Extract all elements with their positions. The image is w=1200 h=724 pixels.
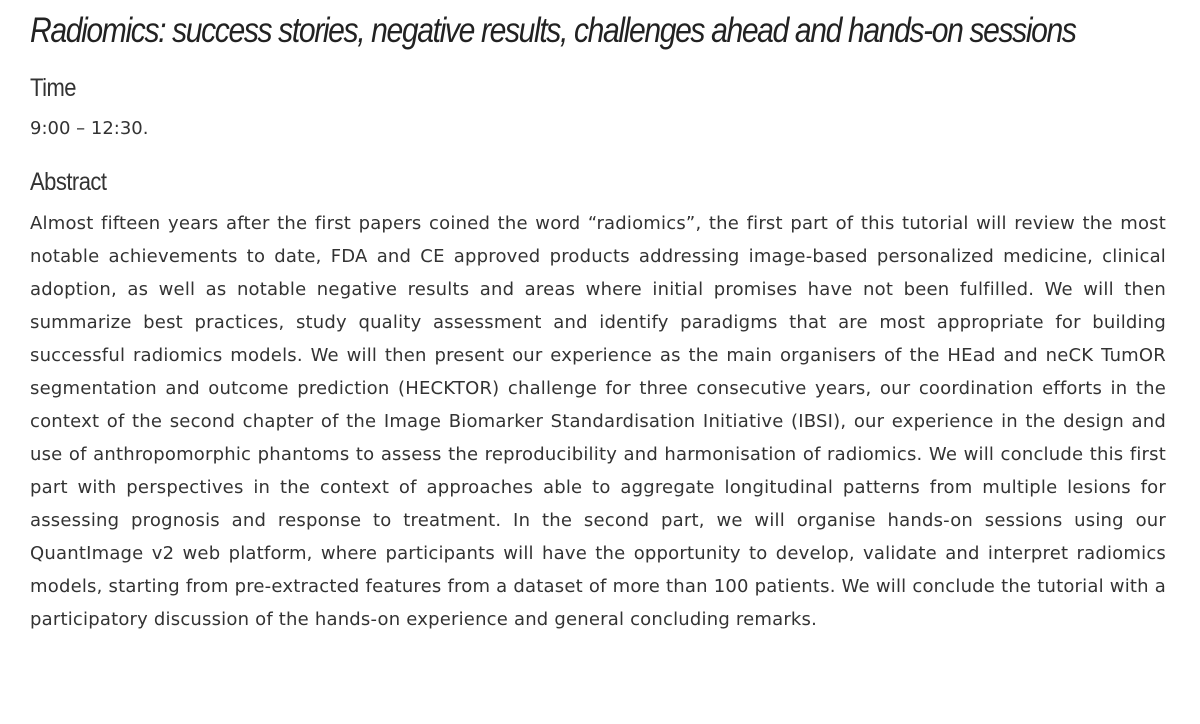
- abstract-heading: Abstract: [30, 168, 107, 196]
- time-value: 9:00 – 12:30.: [30, 118, 149, 139]
- session-content: [30, 0, 1166, 636]
- session-title: Radiomics: success stories, negative results, challenges ahead and hands-on sessions: [30, 11, 1076, 50]
- time-heading: Time: [30, 74, 76, 102]
- abstract-text: Almost fifteen years after the first papers coined the word “radiomics”, the first part of this tutorial will review the most notable achievements to date, FDA and CE approved products addressing image-based personalized medicine, clinical adoption, as well as notable negative results and areas where initial promises have not been fulfilled. We will then summarize best practices, study quality assessment and identify paradigms that are most appropriate for building successful radiomics models. We will then present our experience as the main organisers of the HEad and neCK TumOR segmentation and outcome prediction (HECKTOR) challenge for three consecutive years, our coordination efforts in the context of the second chapter of the Image Biomarker Standardisation Initiative (IBSI), our experience in the design and use of anthropomorphic phantoms to assess the reproducibility and harmonisation of radiomics. We will conclude this first part with perspectives in the context of approaches able to aggregate longitudinal patterns from multiple lesions for assessing prognosis and response to treatment. In the second part, we will organise hands-on sessions using our QuantImage v2 web platform, where participants will have the opportunity to develop, validate and interpret radiomics models, starting from pre-extracted features from a dataset of more than 100 patients. We will conclude the tutorial with a participatory discussion of the hands-on experience and general concluding remarks.: [30, 213, 1166, 630]
